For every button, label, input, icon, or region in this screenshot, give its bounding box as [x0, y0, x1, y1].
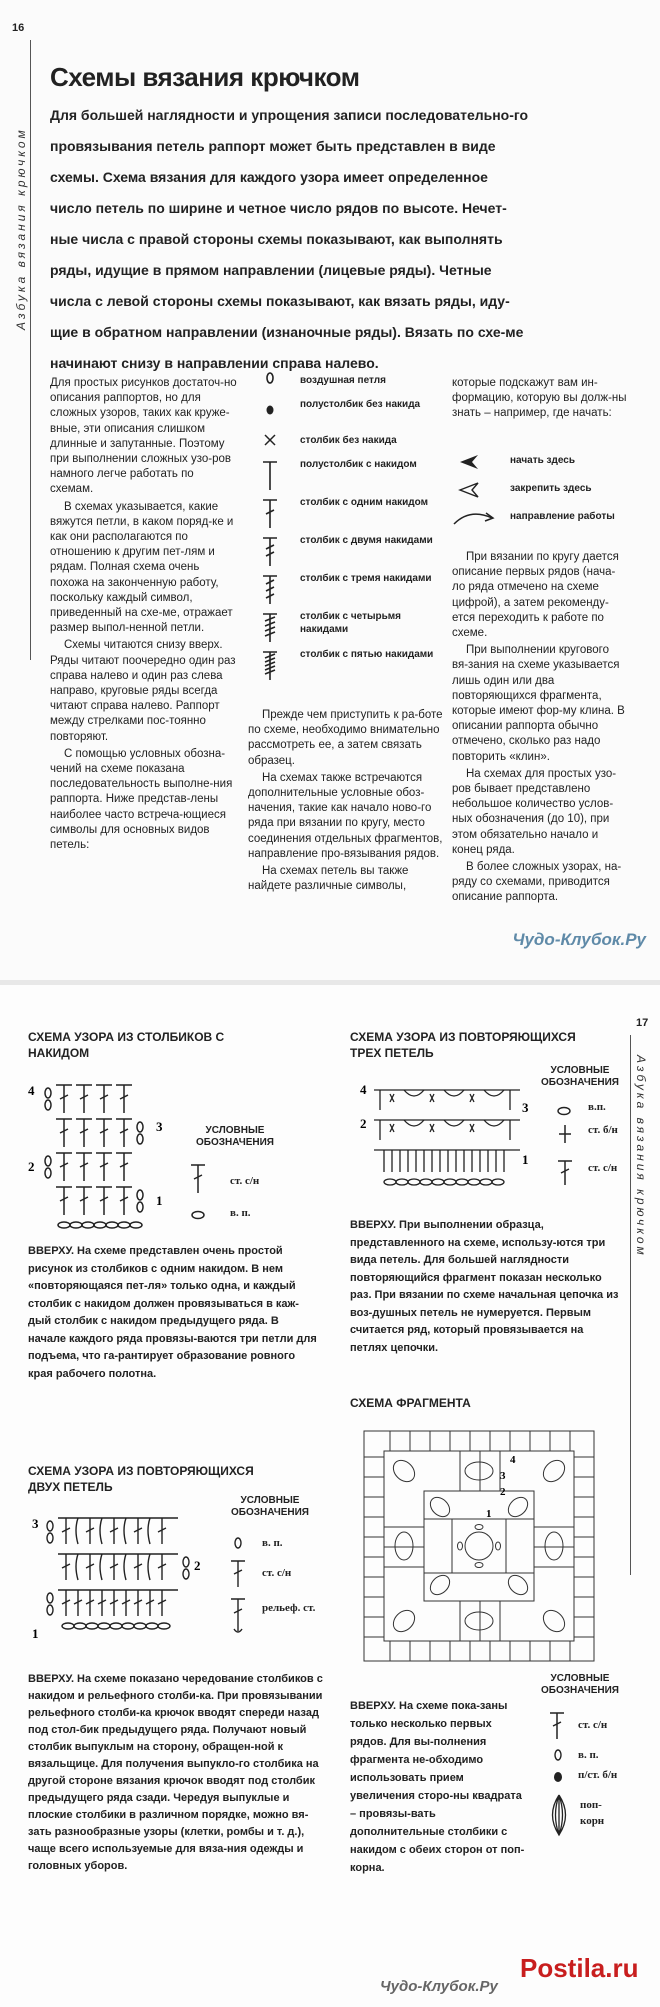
legend-item [258, 646, 448, 686]
chain-stitch-icon [550, 1747, 568, 1765]
legend-label: ст. б/н [588, 1124, 618, 1136]
column-2 [248, 708, 443, 896]
legend-label: столбик без накида [300, 435, 397, 446]
double-treble-icon [258, 570, 288, 610]
intro-paragraph: Для большей наглядности и упрощения записи последовательно-го провязывания петель раппорт может быть представлен в виде схемы. Схема вязания для каждого узора имеет определенное число петель по ширине и четное число рядов по высоте. Нечет-ные числа с правой стороны схемы показывают, как выполнять ряды, идущие в прямом направлении (лицевые ряды). Четные числа с левой стороны схемы показывают, как вязать ряды, иду-щие в обратном направлении (изнаночные ряды). Вязать по схе-ме начинают снизу в направлении справа налево. [50, 107, 529, 371]
section-text: ВВЕРХУ. На схеме показано чередование столбиков с накидом и рельефного столби-ка. При провязывании рельефного столби-ка крючок вводят спереди назад под стол-бик предыдущего ряда. Получают новый столбик выпуклым на сторону, обращен-ной к вязальщице. Для получения выпукло-го столбика на другой стороне вязания крючок вводят под столбик предыдущего ряда сзади. Чередуя выпуклые и плоские столбики в различном порядке, можно вя-зать разнообразные узоры (клетки, ромбы и т. д.), чаще всего используемые для вяза-ния одежды и головных уборов. [28, 1673, 323, 1872]
row-number: 2 [28, 1159, 35, 1174]
col3-paragraph: При выполнении кругового вя-зания на схеме указывается лишь один или два повторяющихся фрагмента, которые имеют фор-му клина. В описании раппорта обычно отмечено, сколько раз надо повторить «клин». [452, 644, 625, 763]
row-number: 4 [28, 1083, 35, 1098]
chain-stitch-icon [556, 1105, 574, 1117]
chain-stitch-icon [232, 1537, 248, 1551]
legend-title: УСЛОВНЫЕ ОБОЗНАЧЕНИЯ [231, 1495, 309, 1518]
row-number: 3 [522, 1100, 529, 1115]
legend-title: УСЛОВНЫЕ ОБОЗНАЧЕНИЯ [196, 1125, 274, 1148]
legend-label: полустолбик с накидом [300, 459, 417, 470]
legend-label: в.п. [588, 1101, 606, 1113]
direction-item [448, 452, 638, 472]
legend-item [258, 532, 448, 572]
legend-label: полустолбик без накида [300, 399, 421, 410]
double-crochet-icon [548, 1709, 566, 1741]
legend-item [258, 570, 448, 610]
col2-paragraph: На схемах петель вы также найдете различные символы, [248, 865, 409, 893]
legend-label: столбик с пятью накидами [300, 649, 434, 660]
section-title: СХЕМА ФРАГМЕНТА [350, 1396, 471, 1410]
column-1 [50, 376, 240, 855]
row-number: 2 [194, 1558, 201, 1573]
section-title: СХЕМА УЗОРА ИЗ ПОВТОРЯЮЩИХСЯ ДВУХ ПЕТЕЛЬ [28, 1464, 254, 1494]
legend-label: ст. с/н [262, 1567, 292, 1579]
page-title: Схемы вязания крючком [50, 62, 360, 92]
diagram-three-loops [360, 1080, 530, 1200]
start-here-icon [458, 452, 498, 472]
double-crochet-icon [258, 494, 288, 534]
direction-label: начать здесь [510, 455, 575, 466]
diagram-double-crochet [26, 1075, 166, 1235]
row-number: 1 [486, 1508, 492, 1520]
treble-crochet-icon [258, 532, 288, 572]
col3-paragraph: На схемах для простых узо-ров бывает представлено небольшое количество услов-ных обозначения (до 10), при этом обязательно начало и конец ряда. [452, 767, 617, 856]
legend-label: п/ст. б/н [578, 1769, 618, 1781]
legend-label: рельеф. ст. [262, 1602, 316, 1614]
col1-paragraph: Схемы читаются снизу вверх. Ряды читают поочередно один раз справа налево и один раз слева направо, круговые ряды всегда читают справа налево. Раппорт между стрелками пос-тоянно повторяют. [50, 639, 236, 743]
legend-label: поп-корн [580, 1799, 605, 1827]
legend-label: столбик с четырьмя накидами [300, 611, 402, 635]
legend-label: ст. с/н [230, 1175, 260, 1187]
page-number: 17 [636, 1017, 649, 1029]
watermark-logo: Postila.ru [520, 1953, 639, 1983]
section-text: ВВЕРХУ. На схеме представлен очень простой рисунок из столбиков с одним накидом. В нем «повторяющаяся пет-ля» только одна, и каждый столбик с накидом должен провязываться в каж-дый столбик с накидом предыдущего ряда. В начале каждого ряда провязы-ваются три петли для подъема, что га-рантирует образование ровного края рабочего полотна. [28, 1245, 317, 1380]
direction-label: закрепить здесь [510, 483, 592, 494]
legend-label: в. п. [578, 1749, 599, 1761]
col2-paragraph: Прежде чем приступить к ра-боте по схеме, необходимо внимательно рассмотреть ее, а затем связать образец. [248, 709, 443, 767]
double-crochet-icon [228, 1557, 248, 1589]
section-text: ВВЕРХУ. На схеме пока-заны только несколько первых рядов. Для вы-полнения фрагмента не-обходимо использовать прием увеличения сторо-ны квадрата – провязы-вать дополнительные столбики с накидом с обеих сторон от поп-корна. [350, 1700, 525, 1874]
relief-stitch-icon [228, 1595, 248, 1635]
legend-title: УСЛОВНЫЕ ОБОЗНАЧЕНИЯ [541, 1065, 619, 1088]
legend-label: ст. с/н [578, 1719, 608, 1731]
legend-label: воздушная петля [300, 375, 386, 386]
row-number: 3 [500, 1470, 506, 1482]
section-title: СХЕМА УЗОРА ИЗ ПОВТОРЯЮЩИХСЯ ТРЕХ ПЕТЕЛЬ [350, 1030, 576, 1060]
row-number: 3 [32, 1516, 39, 1531]
triple-treble-icon [258, 608, 288, 648]
diagram-relief-stitch [28, 1510, 201, 1650]
slip-stitch-icon [258, 396, 288, 436]
col3-paragraph: которые подскажут вам ин-формацию, которую вы долж-ны знать – например, где начать: [452, 377, 627, 420]
watermark: Чудо-Клубок.Ру [512, 930, 646, 949]
col1-paragraph: Для простых рисунков достаточ-но описания раппортов, но для сложных узоров, таких как круже-вные, эти описания слишком длинные и запутанные. Поэтому при выполнении сложных узо-ров намного легче работать по схемам. [50, 377, 237, 496]
row-number: 1 [32, 1626, 39, 1641]
diagram-granny-square [360, 1427, 610, 1677]
side-title: Азбука вязания крючком [14, 127, 28, 330]
page-17 [0, 985, 660, 2007]
row-number: 1 [156, 1193, 163, 1208]
row-number: 1 [522, 1152, 529, 1167]
fasten-here-icon [458, 480, 498, 500]
legend-item [258, 456, 448, 496]
quad-treble-icon [258, 646, 288, 686]
half-double-crochet-icon [258, 456, 288, 496]
watermark: Чудо-Клубок.Ру [380, 1978, 498, 1995]
column-3-top [452, 376, 627, 424]
double-crochet-icon [556, 1157, 574, 1187]
chain-stitch-icon [190, 1209, 210, 1223]
page-16 [0, 0, 660, 985]
row-number: 2 [360, 1116, 367, 1131]
work-direction-icon [450, 510, 500, 530]
legend-label: столбик с двумя накидами [300, 535, 433, 546]
popcorn-icon [544, 1791, 574, 1841]
side-rule [30, 40, 31, 660]
legend-item [258, 494, 448, 534]
col3-paragraph: При вязании по кругу дается описание первых рядов (нача-ло ряда отмечено на схеме цифрой), а затем рекоменду-ется переходить к работе по схеме. [452, 551, 619, 640]
section-text: ВВЕРХУ. При выполнении образца, представленного на схеме, использу-ются три вида петель. Для большей наглядности повторяющийся фрагмент показан несколько раз. При вязании по схеме начальная цепочка из воз-душных петель не нумеруется. Первым считается ряд, который провязывается на петлях цепочки. [350, 1219, 619, 1354]
legend-label: в. п. [230, 1207, 251, 1219]
slip-stitch-icon [550, 1769, 568, 1787]
legend-item [258, 396, 448, 436]
legend-label: столбик с тремя накидами [300, 573, 432, 584]
row-number: 4 [360, 1082, 367, 1097]
page-number: 16 [12, 22, 25, 34]
column-3 [452, 550, 627, 908]
legend-label: в. п. [262, 1537, 283, 1549]
legend-label: ст. с/н [588, 1162, 618, 1174]
legend-label: столбик с одним накидом [300, 497, 429, 508]
row-number: 2 [500, 1486, 506, 1498]
double-crochet-icon [188, 1161, 208, 1197]
section-title: СХЕМА УЗОРА ИЗ СТОЛБИКОВ С НАКИДОМ [28, 1030, 225, 1060]
col3-paragraph: В более сложных узорах, на-ряду со схемами, приводится описание раппорта. [452, 861, 622, 904]
legend-item [258, 608, 448, 648]
row-number: 4 [510, 1454, 516, 1466]
col1-paragraph: С помощью условных обозна-чений на схеме показана последовательность выполне-ния раппорта. Ниже представ-лены наиболее часто встреча-ющиеся символы для основных видов петель: [50, 747, 233, 852]
col1-paragraph: В схемах указывается, какие вяжутся петли, в каком поряд-ке и как они располагаются по отношению к другим пет-лям и рядам. Полная схема очень похожа на законченную работу, поскольку каждый символ, приведенный на схе-ме, отражает размер выпол-ненной петли. [50, 500, 234, 635]
side-rule [630, 1035, 631, 1575]
single-crochet-icon [556, 1123, 574, 1145]
side-title: Азбука вязания крючком [634, 1055, 648, 1258]
direction-item [448, 508, 638, 528]
row-number: 3 [156, 1119, 163, 1134]
legend-title: УСЛОВНЫЕ ОБОЗНАЧЕНИЯ [541, 1673, 619, 1696]
direction-label: направление работы [510, 511, 615, 522]
direction-item [448, 480, 638, 500]
col2-paragraph: На схемах также встречаются дополнительные условные обоз-начения, такие как начало ново-го ряда при вязании по кругу, место соединения отдельных фрагментов, направление про-вязывания рядов. [248, 771, 443, 860]
